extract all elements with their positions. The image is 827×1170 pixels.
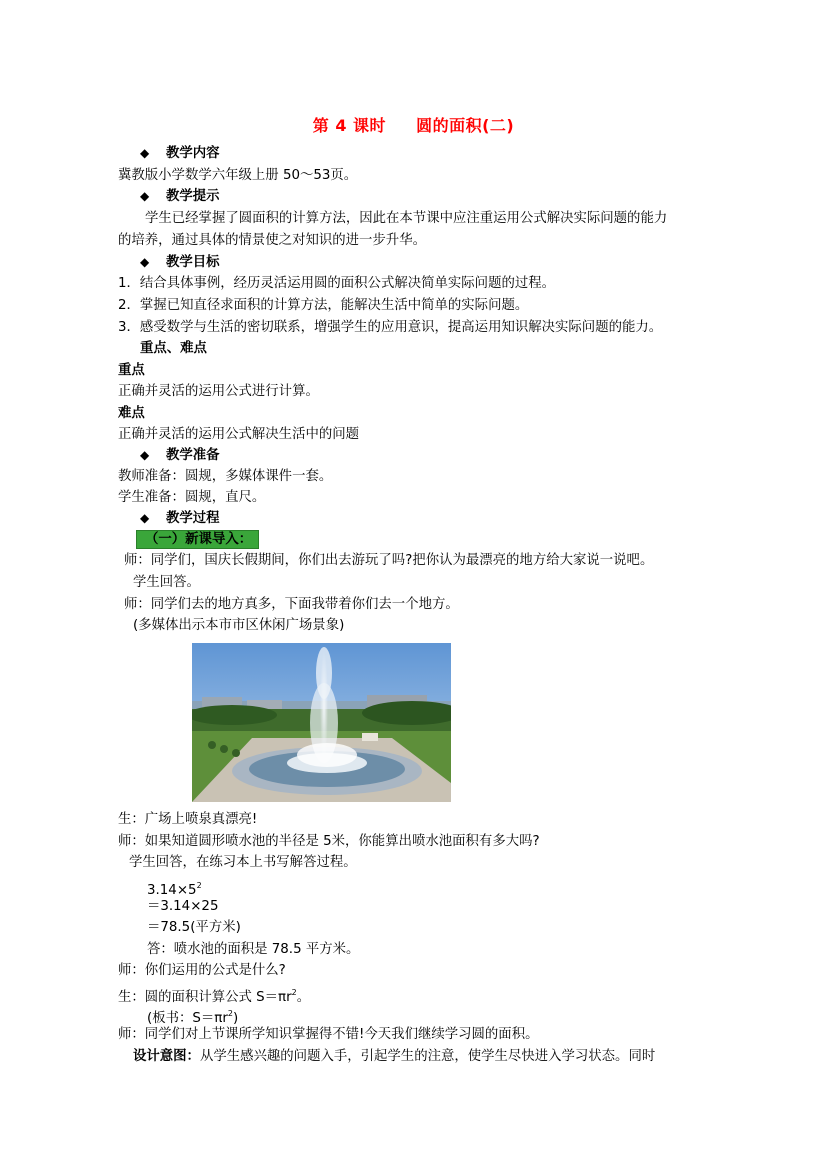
dialogue-line: 学生回答。 [133, 575, 200, 590]
calc-step-2: ＝3.14×25 [147, 899, 219, 914]
lesson-topic: 圆的面积(二) [416, 116, 515, 135]
tips-line-1: 学生已经掌握了圆面积的计算方法，因此在本节课中应注重运用公式解决实际问题的能力 [145, 211, 668, 226]
heading-process: ◆ 教学过程 [140, 511, 220, 526]
dialogue-line: 师：同学们，国庆长假期间，你们出去游玩了吗?把你认为最漂亮的地方给大家说一说吧。 [124, 553, 654, 568]
calc-answer: 答：喷水池的面积是 78.5 平方米。 [147, 942, 360, 957]
calc-step-1: $3.14\times 5^2$ [147, 881, 202, 898]
heading-tips: ◆ 教学提示 [140, 189, 220, 204]
design-intent-label: 设计意图： [133, 1049, 200, 1064]
lesson-title [0, 113, 827, 136]
intro-badge-row [136, 530, 259, 549]
tips-line-2: 的培养，通过具体的情景使之对知识的进一步升华。 [118, 233, 426, 248]
heading-keypoints: 重点、难点 [140, 341, 207, 356]
diamond-bullet-icon: ◆ [140, 448, 150, 462]
dialogue-line: 师：你们运用的公式是什么? [118, 963, 286, 978]
key-label: 重点 [118, 363, 145, 378]
dialogue-line: 学生回答，在练习本上书写解答过程。 [129, 855, 357, 870]
difficult-text: 正确并灵活的运用公式解决生活中的问题 [118, 427, 360, 442]
diamond-bullet-icon: ◆ [140, 255, 150, 269]
dialogue-line: (多媒体出示本市市区休闲广场景象) [133, 618, 345, 633]
dialogue-line: 生：广场上喷泉真漂亮! [118, 812, 258, 827]
dialogue-line: 师：如果知道圆形喷水池的半径是 5米，你能算出喷水池面积有多大吗? [118, 834, 540, 849]
content-text: 冀教版小学数学六年级上册 50～53页。 [118, 168, 358, 183]
dialogue-line: 师：同学们对上节课所学知识掌握得不错!今天我们继续学习圆的面积。 [118, 1027, 539, 1042]
calc-step-3: ＝78.5(平方米) [147, 920, 241, 935]
heading-content: ◆ 教学内容 [140, 146, 220, 161]
prep-teacher: 教师准备：圆规，多媒体课件一套。 [118, 469, 333, 484]
diamond-bullet-icon: ◆ [140, 511, 150, 525]
diamond-bullet-icon: ◆ [140, 146, 150, 160]
goal-1: 1．结合具体事例，经历灵活运用圆的面积公式解决简单实际问题的过程。 [118, 276, 556, 291]
heading-goals: ◆ 教学目标 [140, 255, 220, 270]
prep-student: 学生准备：圆规，直尺。 [118, 490, 266, 505]
heading-prep: ◆ 教学准备 [140, 448, 220, 463]
lesson-number: 第 4 课时 [312, 116, 387, 135]
board-note: (板书：$S=\pi r^2$) [147, 1009, 239, 1026]
section-badge: （一）新课导入： [136, 530, 259, 549]
diamond-bullet-icon: ◆ [140, 189, 150, 203]
key-text: 正确并灵活的运用公式进行计算。 [118, 384, 319, 399]
dialogue-line: 生：圆的面积计算公式 $S=\pi r^2$。 [118, 988, 311, 1005]
goal-3: 3．感受数学与生活的密切联系，增强学生的应用意识，提高运用知识解决实际问题的能力。 [118, 320, 663, 335]
goal-2: 2．掌握已知直径求面积的计算方法，能解决生活中简单的实际问题。 [118, 298, 529, 313]
difficult-label: 难点 [118, 406, 145, 421]
design-intent: 设计意图：从学生感兴趣的问题入手，引起学生的注意，使学生尽快进入学习状态。同时 [133, 1049, 656, 1064]
dialogue-line: 师：同学们去的地方真多，下面我带着你们去一个地方。 [124, 597, 459, 612]
plaza-fountain-photo [192, 643, 451, 802]
